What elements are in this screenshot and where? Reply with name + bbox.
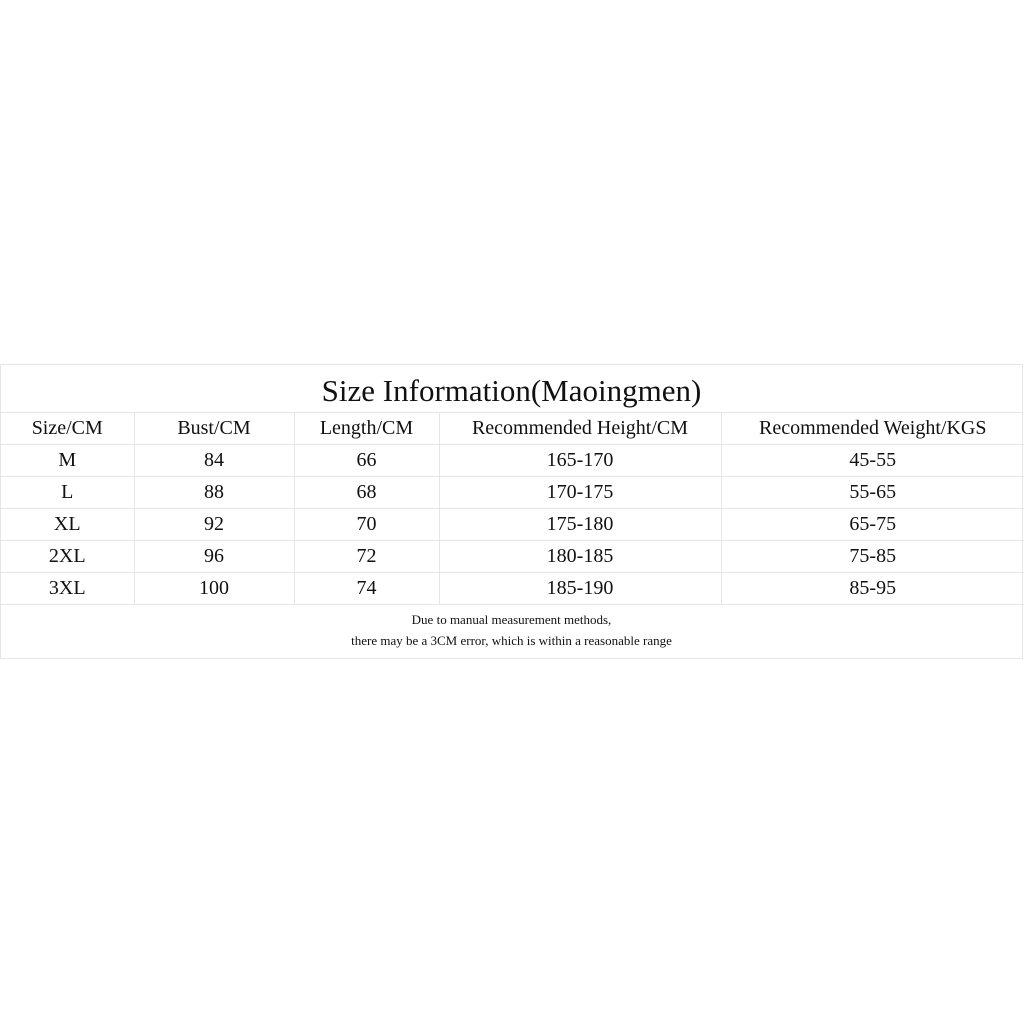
- table-row: [1, 477, 1024, 509]
- column-header-size: Size/CM: [1, 413, 134, 445]
- cell-length: 68: [294, 477, 439, 509]
- cell-size: 2XL: [1, 541, 134, 573]
- cell-size: L: [1, 477, 134, 509]
- cell-bust: 96: [134, 541, 294, 573]
- cell-height: 185-190: [439, 573, 721, 605]
- cell-size: M: [1, 445, 134, 477]
- cell-length: 72: [294, 541, 439, 573]
- cell-weight: 45-55: [721, 445, 1024, 477]
- cell-height: 165-170: [439, 445, 721, 477]
- table-row: [1, 541, 1024, 573]
- column-header-bust: Bust/CM: [134, 413, 294, 445]
- cell-size: XL: [1, 509, 134, 541]
- cell-weight: 55-65: [721, 477, 1024, 509]
- cell-length: 70: [294, 509, 439, 541]
- cell-height: 180-185: [439, 541, 721, 573]
- table-row: [1, 509, 1024, 541]
- table-row: [1, 445, 1024, 477]
- measurement-note-line-1: Due to manual measurement methods,: [411, 612, 612, 627]
- cell-bust: 92: [134, 509, 294, 541]
- column-header-length: Length/CM: [294, 413, 439, 445]
- cell-weight: 85-95: [721, 573, 1024, 605]
- cell-weight: 75-85: [721, 541, 1024, 573]
- column-header-height: Recommended Height/CM: [439, 413, 721, 445]
- column-header-weight: Recommended Weight/KGS: [721, 413, 1024, 445]
- size-chart: [0, 364, 1023, 659]
- cell-bust: 100: [134, 573, 294, 605]
- measurement-note-line-2: there may be a 3CM error, which is within a reasonable range: [351, 633, 672, 648]
- measurement-note: [1, 599, 1022, 659]
- cell-length: 74: [294, 573, 439, 605]
- size-table: [1, 413, 1024, 605]
- cell-size: 3XL: [1, 573, 134, 605]
- cell-bust: 84: [134, 445, 294, 477]
- cell-length: 66: [294, 445, 439, 477]
- size-chart-title: Size Information(Maoingmen): [1, 365, 1022, 413]
- cell-height: 170-175: [439, 477, 721, 509]
- cell-weight: 65-75: [721, 509, 1024, 541]
- table-header-row: [1, 413, 1024, 445]
- cell-bust: 88: [134, 477, 294, 509]
- cell-height: 175-180: [439, 509, 721, 541]
